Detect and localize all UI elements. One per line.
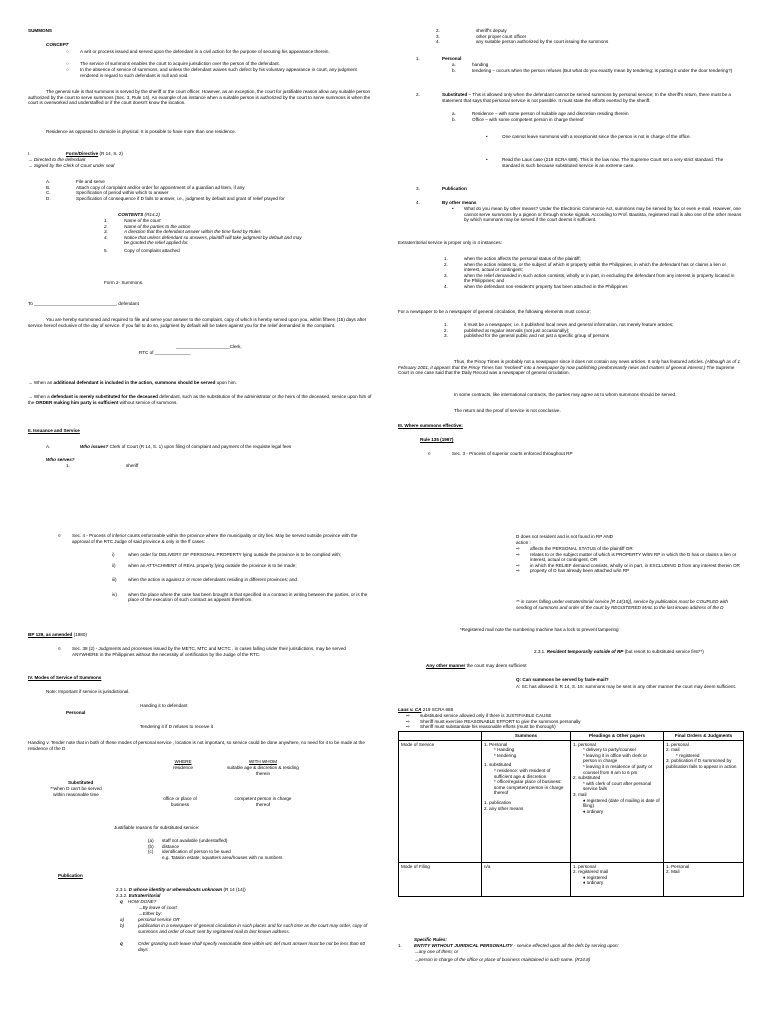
mode-substituted-b: b. Office – with some competent person in charge thereof (452, 117, 584, 122)
extraterritorial-list: 1. when the action affects the personal status of the plaintiff; 2. when the action relates to, or the subject of which is property within the Philippines, in which the defendant has or claims a lien or interest, actual or contingent; 3. when the relief demanded in such action consists, wholly or in part, in excluding the defendant from any interest in property located in the Philippines; and 4. when the defendant non-resident's property has been attached in the Philippines (444, 256, 735, 289)
table-header-summons: Summons (482, 732, 571, 741)
clerk-signature-line: _____________________Clerk, (176, 344, 242, 349)
laus-bullet: • Read the Laus case (219 SCRA 688). This is the law now. The Supreme Court set a very strict standard. The standard is such because substituted service is an extreme case. (486, 157, 724, 168)
form-num: I. (28, 151, 31, 156)
receptionist-bullet: • One cannot leave summons with a receptionist since the person is not in charge of the office. (486, 134, 691, 139)
concept-item-1: ○ A writ or process issued and served upon the defendant in a civil action for the purpose of securing his appearance therein. (66, 49, 330, 54)
return-paragraph: The return and the proof of service is not conclusive. (454, 408, 561, 413)
bullet-icon: q (120, 899, 123, 904)
with-whom-competent: competent person in charge thereof (234, 796, 292, 807)
bullet-icon: ○ (66, 61, 69, 66)
concept-title: CONCEPT (46, 42, 69, 47)
extraterritorial-conditions: ⇨ affects the PERSONAL STATUS of the plaintiff OR ⇨ relates to or the subject matter of which is PROPERTY W/IN RP in which the D has or claims a lien or interest, actual or contingent, OR ⇨ in which the RELIEF demand consists, wholly or in part, in EXCLUDING D from any interest therein OR ⇨ property of D has already been attached w/in RP (516, 546, 740, 574)
pub-item-1: 2.3.1. D whose identity or whereabouts unknown (R 14 (14)) (116, 887, 246, 892)
rtc-line: RTC of ______________ (139, 350, 191, 355)
d-not-resident: D does not resident and is not found in RP AND (516, 534, 613, 539)
arrow-icon: ⇨ (516, 568, 520, 574)
table-row-service (399, 740, 744, 862)
personal-handing: Handing it to defendant (140, 703, 188, 708)
fax-question: Q: Can summons be served by faxle-mail? (516, 677, 609, 682)
arrow-icon: ⇨ (406, 724, 410, 730)
summons-title: SUMMONS (28, 28, 52, 33)
bp129-heading: BP 129, as amended (1980) (28, 632, 87, 637)
who-serves: Who serves? (46, 457, 75, 462)
table-cell-mode-service: Mode of Service (399, 740, 482, 862)
mode-substituted: 2. Substituted – This is allowed only when the defendant cannot be served summons by personal service; In the sheriff's return, there must be a statement that says that personal service is not possible. It must state the efforts exerted by the sheriff. (416, 92, 731, 103)
who-serves-item-1: 1. sheriff (66, 463, 139, 468)
table-row-filing (399, 862, 744, 896)
arrow-icon: ⇨ (516, 546, 520, 551)
either-by: →Either by: (138, 911, 162, 916)
concept-item-2: ○ The service of summons enables the court to acquire jurisdiction over the person of the defendant. (66, 61, 280, 66)
table-header-final: Final Orders & Judgments (664, 732, 744, 741)
substituted-defendant-note: → When a defendant is merely substituted for the deceased defendant, such as the substitution of the administrator or the heirs of the deceased, service upon him of the ORDER making him party is sufficient without service of summons. (28, 394, 372, 405)
newspaper-intro: For a newspaper to be a newspaper of general circulation, the following elements must concur: (398, 309, 591, 314)
additional-defendant-note: → When an additional defendant is included in the action, summons should be served upon him. (28, 380, 237, 385)
arrow-icon: ⇨ (516, 551, 520, 557)
publication-heading: Publication (58, 873, 83, 878)
modes-heading: IV. Modes of Service of Summons (28, 675, 102, 680)
bullet-icon: • (486, 157, 488, 162)
laus-heading: Laus v. CA 219 SCRA 688 (398, 707, 454, 712)
justifiable-list: (a) staff not available (understaffed) (b) distance (c) identification of person to be sued e.g. Tatalon estate; squatters area/houses with no numbers (148, 838, 283, 860)
bullet-icon: ¤ (428, 451, 431, 456)
justifiable-heading: Justifiable reasons for substituted service: (114, 825, 200, 830)
summoned-paragraph: You are hereby summoned and required to file and serve your answer to the complaint, copy of which is hereby served upon you, within fifteen (15) days after service hereof exclusive of the day of service. If you fail to do so, judgment by default will be taken against you for the relief demanded in the complaint. (28, 317, 367, 328)
issuance-heading: II. Issuance and Service (28, 428, 80, 433)
contracts-paragraph: In some contracts, like international contracts, the parties may agree as to whom summons should be served. (454, 392, 677, 397)
specific-rule-1b: →person in charge of the office or place of business maintained in such name. (R14.8) (414, 957, 591, 962)
concept-item-3: ○ In the absence of service of summons, and unless the defendant waives such defect by his voluntary appearance in court, any judgment rendered in regard to such defendant is null and void. (66, 67, 357, 78)
substituted-condition: **when D can't be served within reasonable time (50, 786, 102, 797)
how-done: q HOW DONE? (120, 899, 157, 904)
mode-other-means: 4. By other means (416, 200, 477, 205)
contents-heading: CONTENTS (R14.2) (118, 212, 160, 217)
mode-publication: 3. Publication (416, 186, 467, 191)
arrow-icon: ⇨ (406, 713, 410, 718)
bullet-icon: ○ (66, 49, 69, 54)
sec4-cases-list: i) when order for DELIVERY OF PERSONAL PROPERTY lying outside the province is to be complied with; ii) when an ATTACHMENT of REAL property lying outside the province is to be made; iii) when the action is against 2 or more defendants residing in different provinces; and iv) when the place where the case has been brought is that specified in a contract in writing between the parties, or is the place of the execution of such contract as appears therefrom. (112, 552, 368, 603)
mode-substituted-a: a. Residence – with some person of suitable age and discretion residing therein (452, 111, 629, 116)
substituted-label: Substituted (68, 780, 94, 785)
bullet-icon: • (486, 134, 488, 139)
to-defendant-line: To ________________________________, defendant (28, 301, 139, 306)
table-header-pleadings: Pleadings & Other papers (571, 732, 664, 741)
sec4-paragraph: ¤ Sec. 4 - Process of inferior courts enforceable within the province where the municipality or city lies. May be served outside province with the approval of the RTC Judge of said province & only in the ff cases: (58, 533, 358, 544)
table-cell-pleadings-filing: 1. personal 2. registered mail ♦ registered ♦ ordinary (571, 862, 664, 896)
handing-vs-tender-note: Handing v. Tender note that in both of these modes of personal service , location is not important, so service could be done anywhere, no need for it to be made at the residence of the D (28, 740, 365, 751)
bullet-icon: q (120, 941, 123, 946)
specific-rules-heading: Specific Rules: (414, 937, 447, 942)
bullet-icon: ○ (66, 67, 69, 72)
arrow-icon: ⇨ (516, 562, 520, 568)
pub-item-2: 2.3.2. Extraterritorial (116, 893, 161, 898)
table-cell-pleadings-service: 1. personal * delivery to party/counsel * leaving it in office with clerk or person in charge * leaving it in residence of party or counsel from 8 am to 6 pm 2. substituted * with clerk of court after personal service fails 3. mail ♦ registered (date of mailing is date of filing) ♦ ordinary (571, 740, 664, 862)
sec3-line: ¤ Sec. 3 - Process of superior courts enforced throughout RP (428, 451, 573, 456)
registered-mail-note: *Registered mail note the numbering machine has a lock to prevent tampering (460, 627, 619, 632)
table-cell-summons-service: 1. Personal * Handing * tendering 1. substituted * residence: with resident of sufficient age & discretion * office/regular place of business: some competent person in charge thereof 1. publication 2. any other means (482, 740, 571, 862)
specific-rule-1a: →any one of them; or (414, 949, 459, 954)
table-cell-final-service: 1. personal 2. mail * registered 3. publication if D summoned by publication fails to appear in action (664, 740, 744, 862)
with-whom-header: WITH WHOM (248, 759, 278, 764)
who-serves-continued: 2. sheriff's deputy 3. other proper court officer 4. any suitable person authorized by the court issuing the summons (436, 28, 609, 45)
by-leave: →By leave of court (138, 905, 177, 910)
general-rule-paragraph: The general rule is that summons is served by the sheriff or the court officer. However, as an exception, the court for justifiable reason allow any suitable person authorized by the court to serve summons (Sec. 3, Rule 14). An example of an instance when a suitable person is authorized by the court to serve summons is when the court is overworked and understaffed or if the court doesn't know the location. (28, 89, 371, 106)
pinoy-times-paragraph: Thus, the Pinoy Times is probably not a newspaper since it does not contain any news articles. It only has featured articles. (Although as of 1 February 2001, it appears that the Pinoy Times has "evolved" into a newspaper by now publishing predominantly news and matters of general interest.) The Supreme Court in one case said that the Daily Record was a newspaper of general circulation. (398, 359, 740, 376)
other-means-bullet: • What do you mean by other means? Under the Electronic Commerce Act, summons may be served by fax or even e-mail. However, one cannot serve summons by a pigeon or through smoke signals. According to Prof. Bautista, registered mail is also one of the other means by which summons may be served if the court deems it sufficient. (452, 206, 742, 223)
service-filing-table-wrap (398, 731, 744, 897)
rule135-heading: Rule 135 (1997) (420, 437, 454, 442)
extraterritorial-intro: Extraterritorial service is proper only in 4 instances: (398, 240, 502, 245)
contents-list: 1. Name of the court 2. Name of the parties to the action 3. A direction that the defendant answer within the time fixed by Rules 4. Notice that unless defendant so answers, plaintiff will take judgment by default and may be granted the relief applied for. 5. Copy of complaint attached (104, 218, 302, 253)
laus-list: ⇨ substituted service allowed only if there is JUSTIFIABLE CAUSE ⇨ Sheriff must exercise REASONABLE EFFORT to give the summons personally ⇨ Sheriff must substantiate his reasonable efforts (must be thorough) (406, 713, 581, 730)
any-other-manner: Any other manner the court may deem sufficient (426, 663, 527, 668)
arrow-icon: ⇨ (406, 718, 410, 724)
personal-tendering: Tendering it if D refuses to receive it (140, 724, 214, 729)
who-issues: A. Who issues? Clerk of Court (R 14, S. 1) upon filing of complaint and payment of the requisite legal fees (46, 444, 292, 449)
newspaper-list: 1. it must be a newspaper, i.e. it published local news and general information, not merely feature articles; 2. published at regular intervals (not just occasionally); 3. published for the general public and not just a specific group of persons (444, 322, 674, 339)
mode-personal-a: a. handing (452, 62, 489, 67)
pub-b: b) publication in a newspaper of general circulation in such places and for such time as the court may order, copy of summons and order of court sent by registered mail to last known address. (120, 923, 368, 934)
service-filing-table (398, 731, 744, 897)
bullet-icon: ¤ (58, 533, 61, 538)
resident-temporarily-outside: 2.3.1. Resident temporarily outside of RP (but resort to substituted service first**) (534, 649, 704, 654)
where-office: office or place of business (163, 796, 197, 807)
form-2-label: Form 2- Summons. (104, 280, 144, 285)
fax-answer: A: SC has allowed it. R 14, S. 15: summons may be sent in any other manner the court may deem sufficient. (516, 684, 737, 689)
sec38-paragraph: ¤ Sec. 38 (2) - Judgments and processes issued by the METC, MTC and MCTC , in cases falling under their jurisdictions, may be served ANYWHERE in the Philippines without the necessity of certification by the Judge of the RTC. (58, 646, 346, 657)
table-header-blank (399, 732, 482, 741)
table-header-row (399, 732, 744, 741)
action-label: action : (516, 540, 531, 545)
where-effective-heading: III. Where summons effective: (398, 423, 463, 428)
where-residence: residence (173, 765, 193, 770)
order-granting: q Order granting such leave shall specify reasonable time within w/c def must answer must be not be less than 60 days (120, 941, 365, 952)
where-header: WHERE (174, 759, 192, 764)
specific-rule-1: 1. ENTITY WITHOUT JURIDICAL PERSONALITY - service effected upon all the defs by serving upon: (398, 943, 619, 948)
note-line: Note: Important if service is jurisdictional. (46, 689, 130, 694)
publication-coupled-note: ** in cases falling under extraterritorial service [R 14(15)], service by publication must be COUPLED with sending of summons and order of the court by REGISTERED MAIL to the last known address of the D (516, 599, 728, 610)
residence-paragraph: Residence as opposed to domicile is physical. It is possible to have more than one residence. (46, 129, 236, 134)
with-whom-suitable: suitable age & discretion & residing therein (227, 765, 299, 776)
table-cell-summons-filing: n/a (482, 862, 571, 896)
mode-personal: 1. Personal (416, 56, 462, 61)
bullet-icon: ¤ (58, 646, 61, 651)
personal-label: Personal (66, 710, 86, 715)
pub-a: a) personal service OR (120, 917, 180, 922)
table-cell-mode-filing: Mode of Filing (399, 862, 482, 896)
form-directive-2: → Signed by the Clerk of Court under seal (28, 163, 115, 168)
form-heading: Form/Directive (R 14, S. 2) (66, 151, 123, 156)
form-directive-1: → Directed to the defendant (28, 157, 86, 162)
mode-personal-b: b. tendering – occurs when the person refuses (But what do you exactly mean by tendering; is putting it under the door tendering?) (452, 68, 733, 73)
form-requirements-list: A. File and serve B. Attach copy of complaint and/or order for appointment of a guardian ad litem, if any C. Specification of period within which to answer D. Specification of consequence if D fails to answer, i.e., judgment by default and grant of relief prayed for (46, 179, 285, 201)
bullet-icon: • (452, 206, 454, 211)
table-cell-final-filing: 1. Personal 2. Mail (664, 862, 744, 896)
